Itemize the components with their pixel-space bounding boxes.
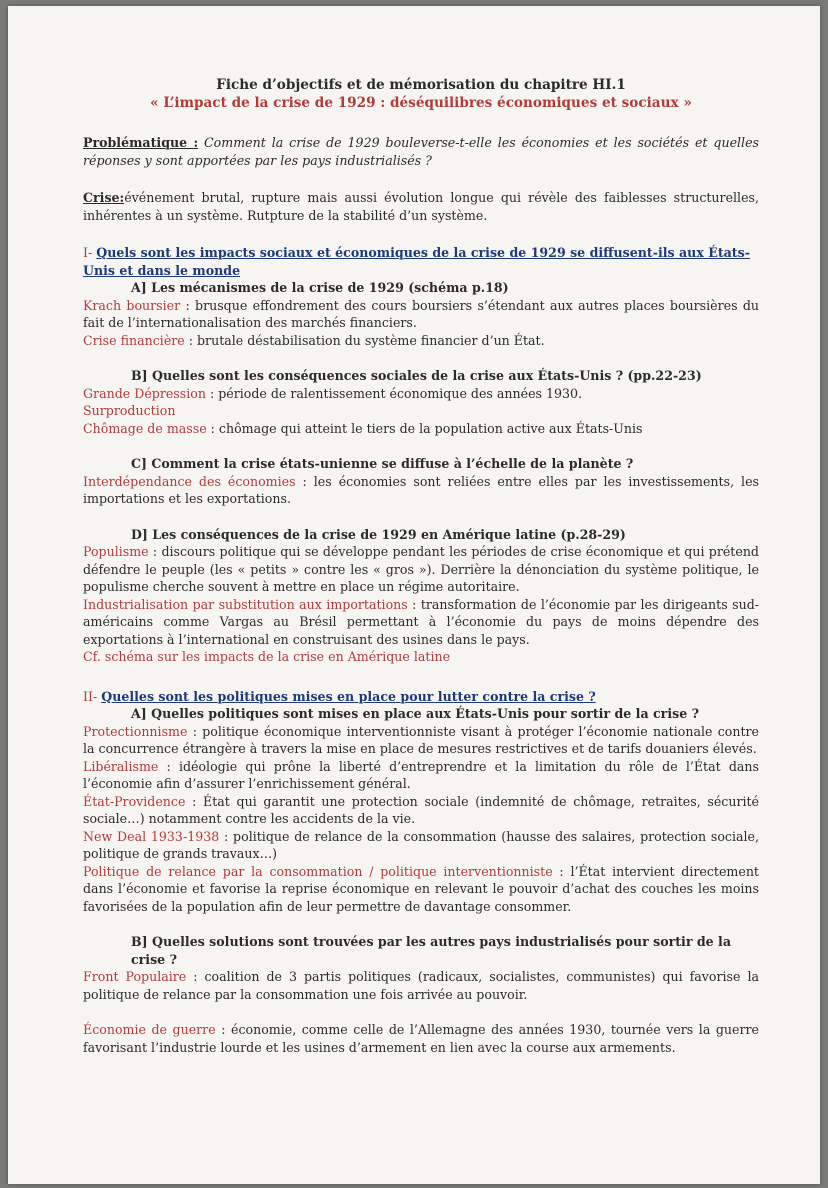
- definition: [83, 297, 759, 332]
- definition: [83, 543, 759, 596]
- definition-sep: :: [158, 758, 179, 774]
- definition-sep: :: [295, 473, 314, 489]
- spacer: [83, 1003, 759, 1021]
- document-page: [8, 6, 820, 1184]
- section-1b-heading: B] Quelles sont les conséquences sociales de la crise aux États-Unis ? (pp.22-23): [131, 368, 702, 383]
- definition-sep: :: [205, 385, 219, 401]
- definition-sep: :: [180, 297, 196, 313]
- part-2-question: Quelles sont les politiques mises en place pour lutter contre la crise ?: [101, 688, 596, 704]
- part-1-number: I-: [83, 245, 97, 260]
- definition: [83, 596, 759, 649]
- definition-text: coalition de 3 partis politiques (radicaux, socialistes, communistes) qui favorise la politique de relance par la consommation une fois arrivée au pouvoir.: [83, 969, 759, 1002]
- definition-sep: :: [186, 969, 205, 984]
- part-2-heading: [83, 688, 759, 706]
- definition-sep: :: [148, 544, 162, 559]
- definition-sep: :: [187, 723, 203, 739]
- definition: [83, 420, 759, 438]
- definition-text: transformation de l’économie par les dirigeants sud-américains comme Vargas au Brésil permettant à l’économie du pays de moins dépendre des exportations à l’international en construisant des usines dans le pays.: [83, 596, 760, 647]
- definition-term: Chômage de masse: [83, 420, 207, 436]
- definition-term: Économie de guerre: [83, 1022, 216, 1037]
- document-content: [83, 76, 759, 1056]
- crise-definition: [83, 189, 759, 224]
- definition-text: politique économique interventionniste visant à protéger l’économie nationale contre la concurrence étrangère à travers la mise en place de mesures restrictives et de tarifs douaniers élevés.: [83, 723, 760, 756]
- definition-sep: :: [184, 332, 197, 348]
- definition-text: brusque effondrement des cours boursiers s’étendant aux autres places boursières du fait de l’internationalisation des marchés financiers.: [83, 297, 760, 330]
- definition-term: Crise financière: [83, 332, 185, 348]
- part-1-question: Quels sont les impacts sociaux et économiques de la crise de 1929 se diffusent-ils aux États-Unis et dans le monde: [83, 245, 750, 278]
- document-title: Fiche d’objectifs et de mémorisation du chapitre HI.1: [216, 77, 626, 93]
- definition-term: Populisme: [83, 544, 149, 559]
- definition: [83, 1021, 759, 1056]
- definition-text: État qui garantit une protection sociale (indemnité de chômage, retraites, sécurité sociale…) notamment contre les accidents de la vie.: [83, 793, 760, 826]
- definition: [83, 473, 759, 508]
- definition: [83, 402, 759, 420]
- crise-text: événement brutal, rupture mais aussi évolution longue qui révèle des faiblesses structurelles, inhérentes à un système. Rutpture de la stabilité d’un système.: [83, 190, 759, 223]
- definition-term: Front Populaire: [83, 969, 187, 984]
- definition-term: Grande Dépression: [83, 385, 206, 401]
- definition-term: New Deal 1933-1938: [83, 828, 220, 844]
- part-2-number: II-: [83, 688, 102, 704]
- section-1c-heading: C] Comment la crise états-unienne se diffuse à l’échelle de la planète ?: [131, 456, 634, 471]
- definition-term: État-Providence: [83, 793, 186, 809]
- definition-sep: :: [407, 596, 421, 612]
- definition: [83, 332, 759, 350]
- definition: [83, 723, 759, 758]
- section-1a-heading: A] Les mécanismes de la crise de 1929 (schéma p.18): [131, 280, 509, 295]
- definition-text: politique de relance de la consommation (hausse des salaires, protection sociale, politique de grands travaux…): [83, 828, 759, 861]
- definition: [83, 863, 759, 916]
- definition: [83, 968, 759, 1003]
- definition-text: économie, comme celle de l’Allemagne des années 1930, tournée vers la guerre favorisant l’industrie lourde et les usines d’armement en lien avec la course aux armements.: [83, 1022, 759, 1055]
- part-1-heading: [83, 244, 759, 279]
- schema-note: Cf. schéma sur les impacts de la crise en Amérique latine: [83, 649, 451, 664]
- definition: [83, 828, 759, 863]
- definition-term: Protectionnisme: [83, 723, 188, 739]
- definition-text: idéologie qui prône la liberté d’entreprendre et la limitation du rôle de l’État dans l’économie afin d’assurer l’enrichissement général.: [83, 758, 759, 791]
- definition-text: période de ralentissement économique des années 1930.: [218, 385, 583, 401]
- definition-text: les économies sont reliées entre elles par les investissements, les importations et les exportations.: [83, 473, 759, 506]
- definition: [83, 385, 759, 403]
- definition-term: Interdépendance des économies: [83, 473, 296, 489]
- definition: [83, 758, 759, 793]
- definition-term: Industrialisation par substitution aux importations: [83, 596, 408, 612]
- definition-sep: :: [219, 828, 234, 844]
- definition-sep: :: [206, 420, 219, 436]
- definition-term: Surproduction: [83, 403, 176, 418]
- definition-sep: :: [552, 863, 571, 879]
- definition-text: chômage qui atteint le tiers de la population active aux États-Unis: [218, 420, 643, 436]
- definition-term: Krach boursier: [83, 297, 181, 313]
- problematique: [83, 134, 759, 169]
- definition-term: Libéralisme: [83, 758, 159, 774]
- definition-text: l’État intervient directement dans l’économie et favorise la reprise économique en relevant le pouvoir d’achat des couches les moins favorisées de la population afin de leur permettre de davantage consommer.: [83, 863, 759, 914]
- section-2a-heading: A] Quelles politiques sont mises en place aux États-Unis pour sortir de la crise ?: [131, 706, 699, 721]
- definition-sep: :: [215, 1022, 231, 1037]
- definition-sep: :: [185, 793, 204, 809]
- problematique-label: Problématique :: [83, 135, 199, 150]
- document-subtitle: « L’impact de la crise de 1929 : déséquilibres économiques et sociaux »: [150, 95, 692, 111]
- problematique-text: Comment la crise de 1929 bouleverse-t-elle les économies et les sociétés et quelles réponses y sont apportées par les pays industrialisés ?: [83, 135, 759, 168]
- definition: [83, 793, 759, 828]
- definition-term: Politique de relance par la consommation / politique interventionniste: [83, 863, 553, 879]
- crise-label: Crise:: [83, 190, 125, 205]
- section-1d-heading: D] Les conséquences de la crise de 1929 en Amérique latine (p.28-29): [131, 526, 626, 542]
- definition-text: brutale déstabilisation du système financier d’un État.: [197, 332, 545, 348]
- section-2b-heading: B] Quelles solutions sont trouvées par les autres pays industrialisés pour sortir de la crise ?: [131, 934, 731, 967]
- definition-text: discours politique qui se développe pendant les périodes de crise économique et qui prétend défendre le peuple (les « petits » contre les « gros »). Derrière la dénonciation du système politique, le populisme cherche souvent à mettre en place un régime autoritaire.: [83, 544, 759, 594]
